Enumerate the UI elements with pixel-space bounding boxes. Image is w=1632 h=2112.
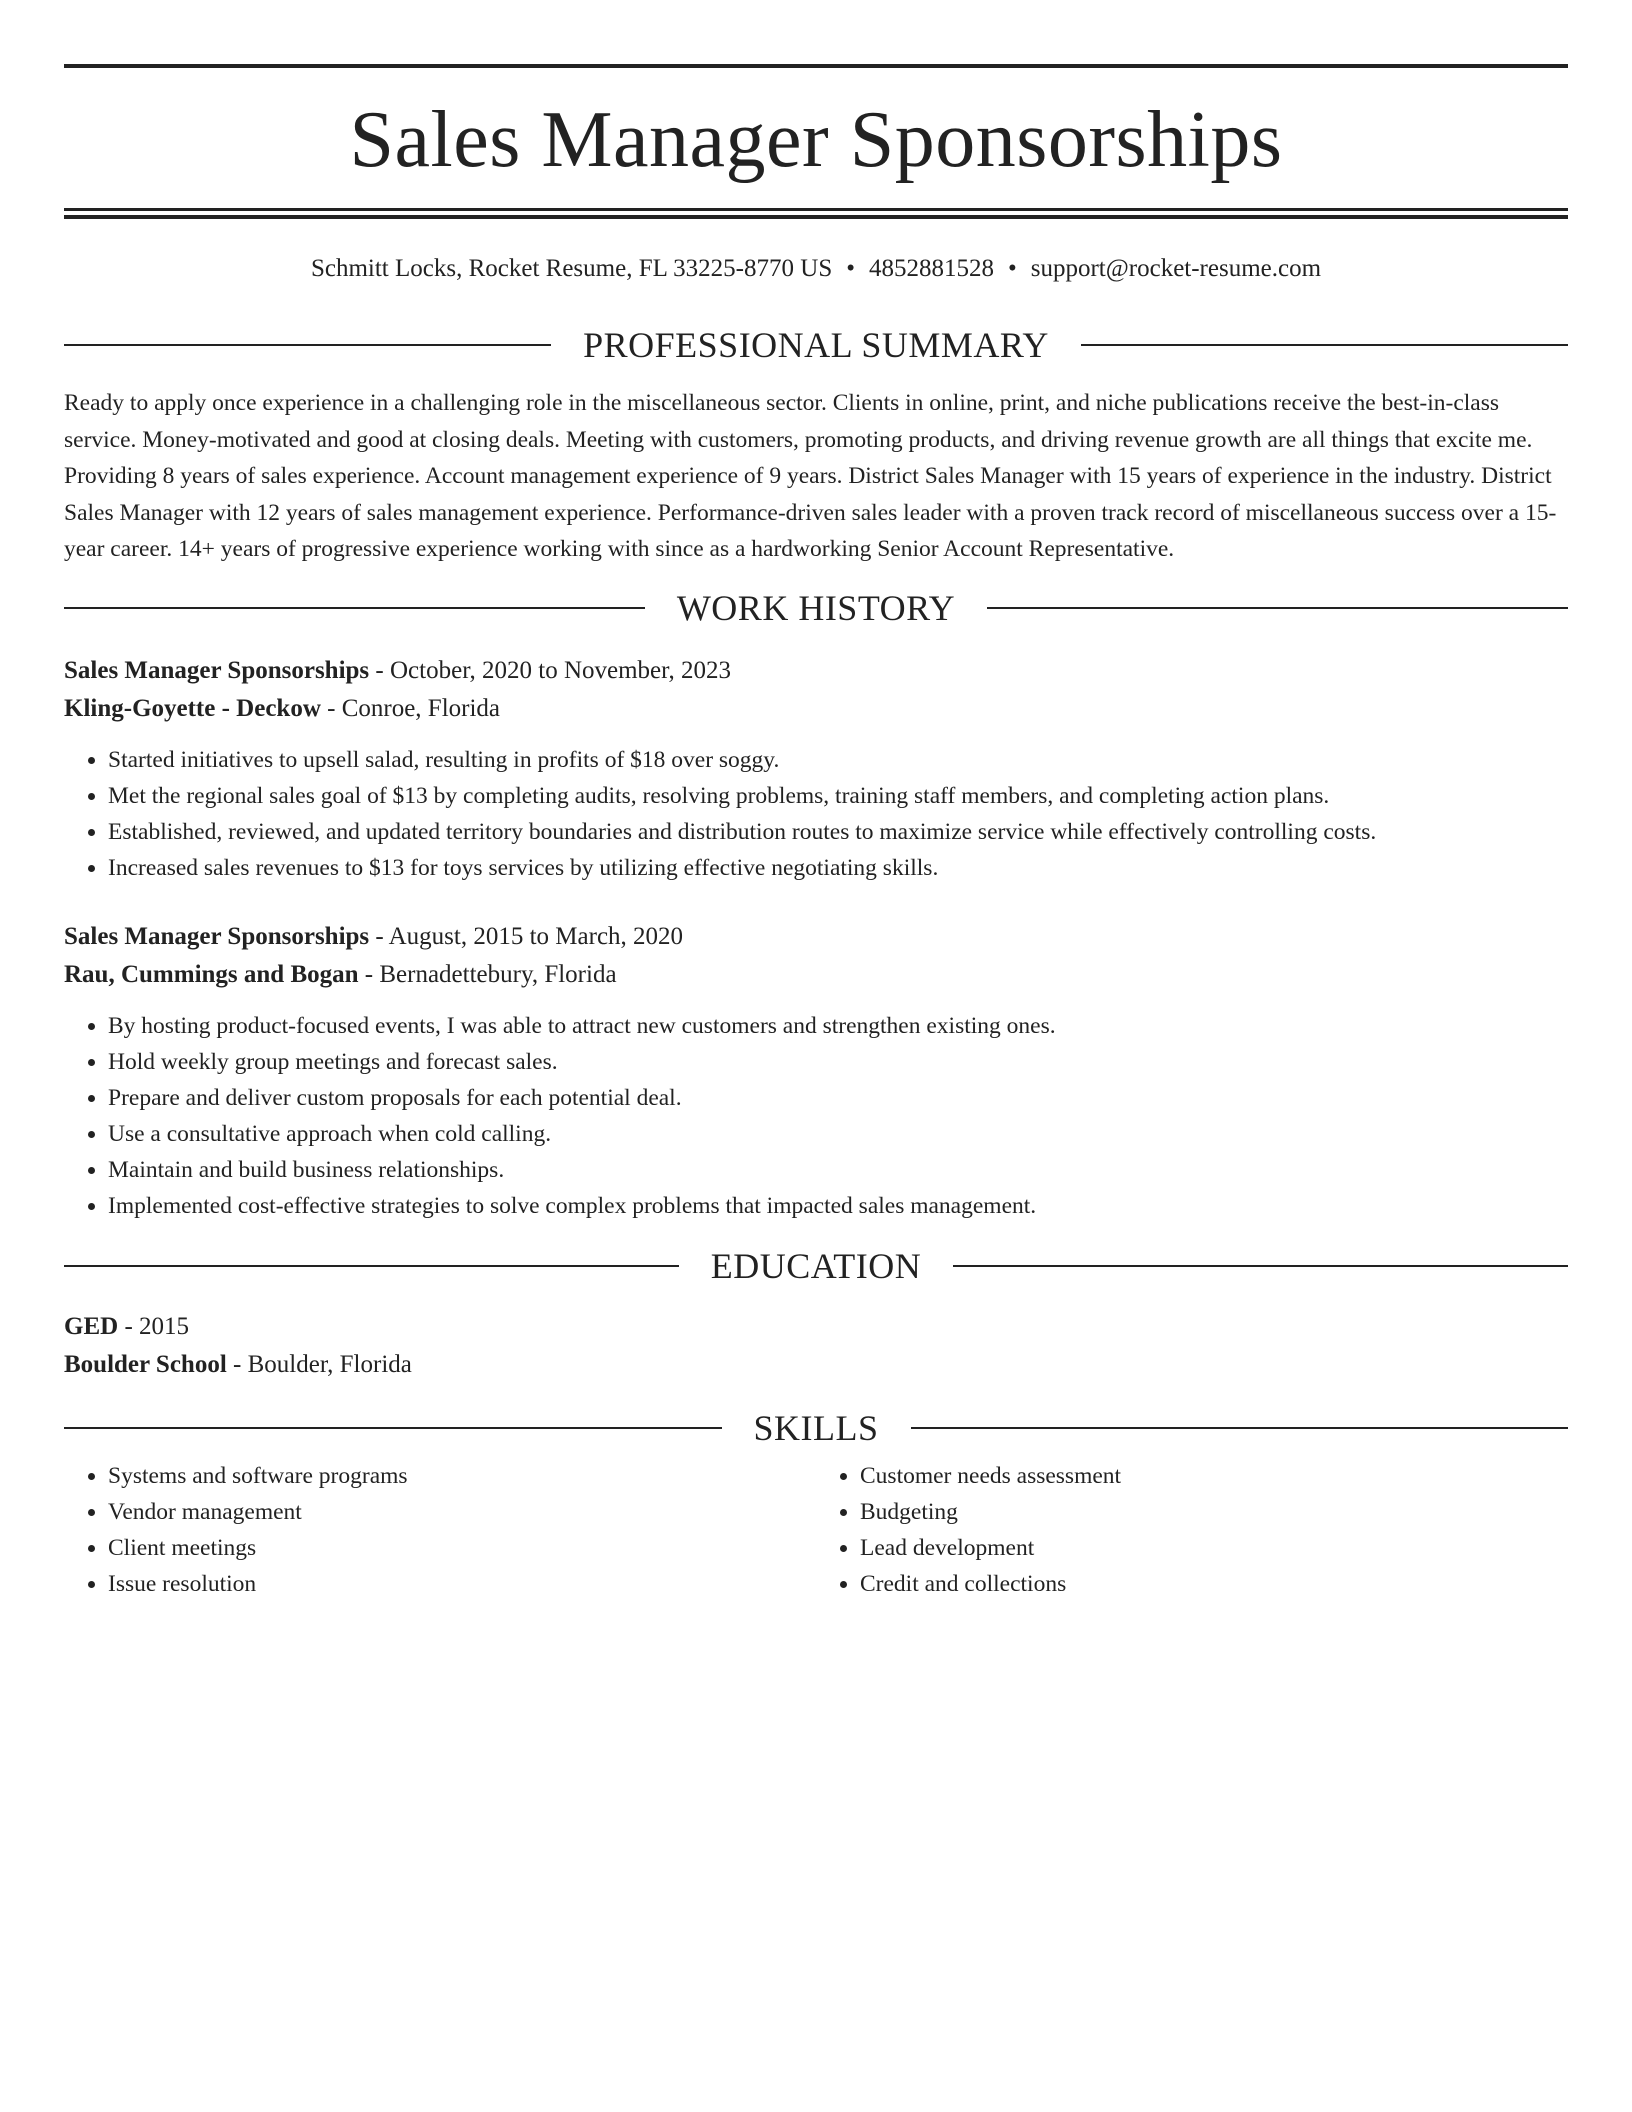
job-company: Rau, Cummings and Bogan — [64, 960, 359, 988]
skill-item: • Customer needs assessment — [860, 1458, 1568, 1494]
job-company-line — [64, 956, 1568, 994]
job-title-line — [64, 918, 1568, 956]
education-year: - 2015 — [118, 1312, 190, 1340]
contact-separator: • — [846, 255, 855, 282]
heading-rule — [64, 1427, 722, 1429]
job-bullet: • Implemented cost-effective strategies to solve complex problems that impacted sales management. — [108, 1188, 1568, 1224]
skill-item: • Budgeting — [860, 1494, 1568, 1530]
skill-item: • Issue resolution — [108, 1566, 816, 1602]
job-bullet: • Maintain and build business relationships. — [108, 1152, 1568, 1188]
page-title: Sales Manager Sponsorships — [349, 96, 1283, 184]
heading-rule — [1081, 344, 1568, 346]
education-degree-line — [64, 1308, 1568, 1346]
job-title: Sales Manager Sponsorships — [64, 656, 370, 684]
summary-paragraph: Ready to apply once experience in a challenging role in the miscellaneous sector. Clients in online, print, and niche publications receive the best-in-class service. Money-motivated and good at closing deals. Meeting with customers, promoting products, and driving revenue growth are all things that excite me. Providing 8 years of sales experience. Account management experience of 9 years. District Sales Manager with 15 years of experience in the industry. District Sales Manager with 12 years of sales management experience. Performance-driven sales leader with a proven track record of miscellaneous success over a 15-year career. 14+ years of progressive experience working with since as a hardworking Senior Account Representative. — [64, 390, 1557, 562]
skills-grid — [64, 1458, 1568, 1602]
job-company-line — [64, 690, 1568, 728]
contact-separator: • — [1007, 255, 1017, 282]
job-entry — [64, 652, 1568, 886]
job-bullets — [64, 1008, 1568, 1224]
heading-rule — [64, 344, 551, 346]
section-label: EDUCATION — [710, 1245, 922, 1286]
heading-rule — [911, 1427, 1569, 1429]
section-label: WORK HISTORY — [676, 587, 956, 628]
job-bullet: • Met the regional sales goal of $13 by completing audits, resolving problems, training staff members, and completing action plans. — [108, 778, 1568, 814]
job-bullet: • Prepare and deliver custom proposals for each potential deal. — [108, 1080, 1568, 1116]
job-bullet: • Hold weekly group meetings and forecast sales. — [108, 1044, 1568, 1080]
skill-item: • Credit and collections — [860, 1566, 1568, 1602]
heading-rule — [953, 1265, 1568, 1267]
contact-line — [64, 255, 1568, 283]
job-dates: - October, 2020 to November, 2023 — [369, 656, 731, 684]
heading-rule — [987, 607, 1568, 609]
section-spacer — [64, 1224, 1568, 1248]
job-company: Kling-Goyette - Deckow — [64, 694, 321, 722]
skills-column-left — [64, 1458, 816, 1602]
section-heading-education — [64, 1245, 1568, 1286]
job-bullet: • Use a consultative approach when cold calling. — [108, 1116, 1568, 1152]
skill-item: • Lead development — [860, 1530, 1568, 1566]
education-school-line — [64, 1346, 1568, 1384]
skill-item: • Vendor management — [108, 1494, 816, 1530]
section-heading-skills — [64, 1407, 1568, 1448]
job-bullet: • Established, reviewed, and updated territory boundaries and distribution routes to maximize service while effectively controlling costs. — [108, 814, 1568, 850]
education-location: - Boulder, Florida — [226, 1350, 412, 1378]
education-entry — [64, 1308, 1568, 1384]
job-bullet: • Increased sales revenues to $13 for toys services by utilizing effective negotiating skills. — [108, 850, 1568, 886]
job-title-line — [64, 652, 1568, 690]
contact-address: Schmitt Locks, Rocket Resume, FL 33225-8770 US — [310, 255, 833, 282]
heading-rule — [64, 1265, 679, 1267]
job-location: - Conroe, Florida — [320, 694, 501, 722]
skill-item: • Client meetings — [108, 1530, 816, 1566]
education-degree: GED — [64, 1312, 119, 1340]
skill-item: • Systems and software programs — [108, 1458, 816, 1494]
section-heading-work — [64, 587, 1568, 628]
skills-column-right — [816, 1458, 1568, 1602]
job-bullets — [64, 742, 1568, 886]
title-double-rule — [64, 208, 1568, 219]
section-heading-summary — [64, 327, 1568, 363]
section-label: PROFESSIONAL SUMMARY — [583, 325, 1049, 365]
job-location: - Bernadettebury, Florida — [358, 960, 617, 988]
job-bullet: • By hosting product-focused events, I was able to attract new customers and strengthen existing ones. — [108, 1008, 1568, 1044]
section-label: SKILLS — [753, 1407, 879, 1448]
contact-email: support@rocket-resume.com — [1030, 255, 1322, 282]
job-entry — [64, 918, 1568, 1224]
job-title: Sales Manager Sponsorships — [64, 922, 370, 950]
education-school: Boulder School — [64, 1350, 227, 1378]
top-rule — [64, 64, 1568, 68]
job-dates: - August, 2015 to March, 2020 — [369, 922, 684, 950]
job-bullet: • Started initiatives to upsell salad, resulting in profits of $18 over soggy. — [108, 742, 1568, 778]
heading-rule — [64, 607, 645, 609]
contact-phone: 4852881528 — [868, 255, 994, 282]
